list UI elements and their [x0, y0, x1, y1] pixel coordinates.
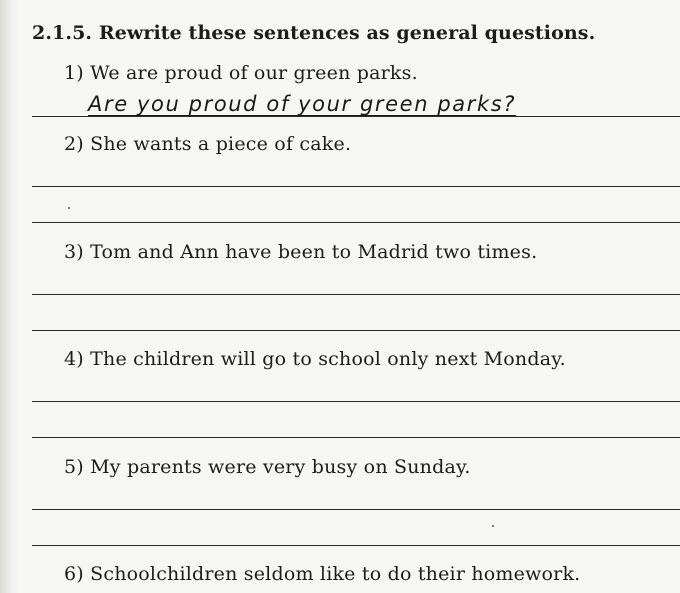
sentence-3: 3) Tom and Ann have been to Madrid two times. — [64, 241, 538, 263]
sentence-1: 1) We are proud of our green parks. — [64, 62, 418, 84]
sentence-4: 4) The children will go to school only next Monday. — [64, 348, 566, 370]
answer-line-2b[interactable] — [32, 222, 680, 223]
answer-line-4b[interactable] — [32, 437, 680, 438]
answer-line-4a[interactable] — [32, 401, 680, 402]
exercise-title: 2.1.5. Rewrite these sentences as general questions. — [32, 22, 596, 44]
answer-line-3b[interactable] — [32, 330, 680, 331]
print-speck — [68, 207, 70, 209]
handwritten-answer-1[interactable]: Are you proud of your green parks? — [88, 92, 517, 116]
page-edge-shadow — [0, 0, 18, 593]
sentence-5: 5) My parents were very busy on Sunday. — [64, 456, 471, 478]
answer-line-2a[interactable] — [32, 186, 680, 187]
answer-line-3a[interactable] — [32, 294, 680, 295]
answer-line-1[interactable] — [32, 116, 680, 117]
answer-line-5b[interactable] — [32, 545, 680, 546]
answer-line-5a[interactable] — [32, 509, 680, 510]
print-speck — [492, 525, 494, 527]
sentence-2: 2) She wants a piece of cake. — [64, 133, 352, 155]
sentence-6: 6) Schoolchildren seldom like to do their homework. — [64, 563, 581, 585]
